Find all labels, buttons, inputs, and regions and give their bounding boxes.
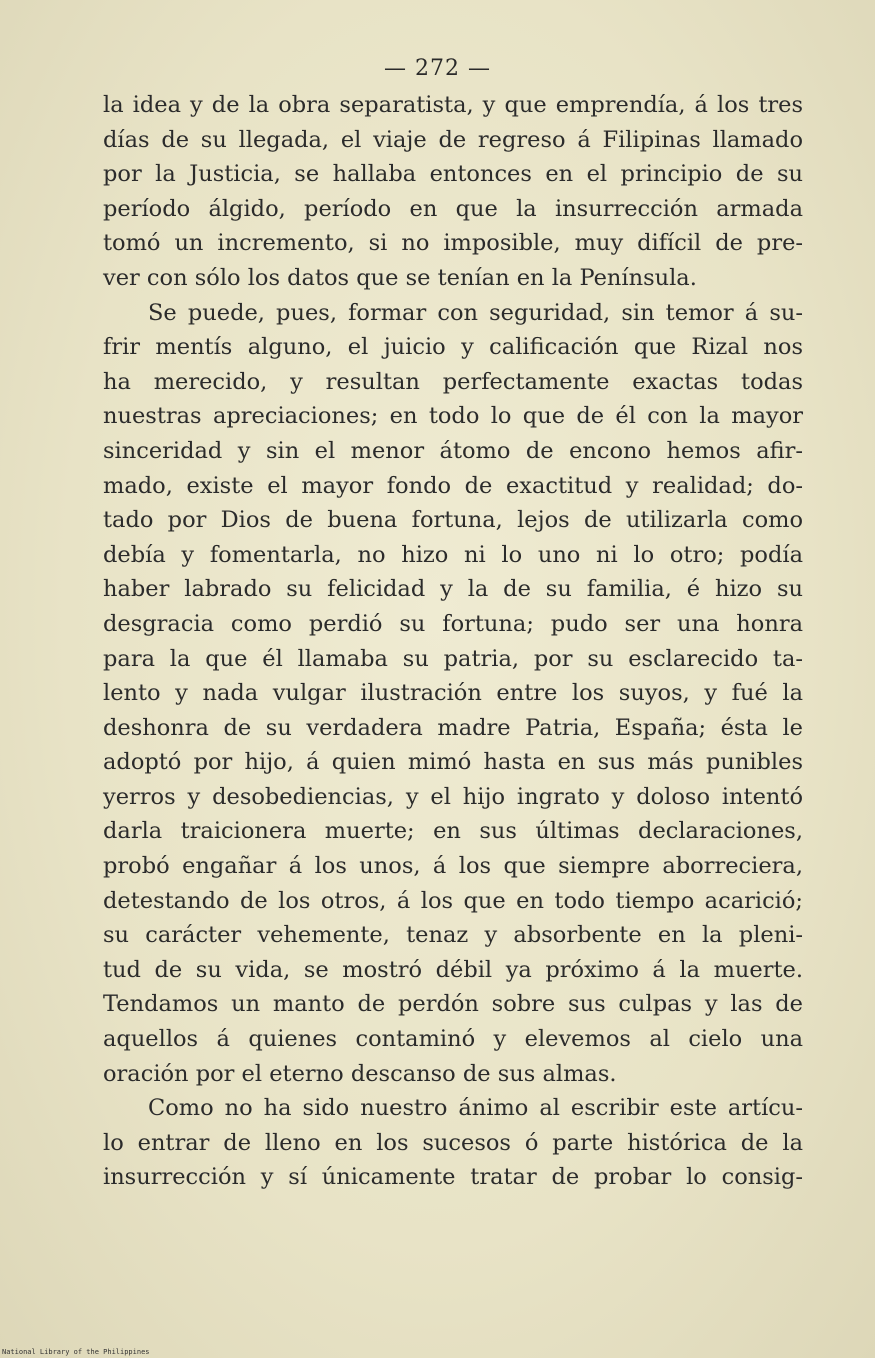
text-line: oración por el eterno descanso de sus almas.: [103, 1060, 617, 1087]
text-line: días de su llegada, el viaje de regreso á Filipinas llamado: [103, 126, 803, 153]
text-line: yerros y desobediencias, y el hijo ingrato y doloso intentó: [103, 783, 803, 810]
text-line: Tendamos un manto de perdón sobre sus culpas y las de: [103, 991, 803, 1018]
text-line: frir mentís alguno, el juicio y calificación que Rizal nos: [103, 334, 803, 361]
page-number: — 272 —: [384, 56, 491, 81]
text-line: su carácter vehemente, tenaz y absorbente en la pleni-: [103, 922, 803, 949]
text-line: mado, existe el mayor fondo de exactitud y realidad; do-: [103, 472, 803, 499]
text-line: lo entrar de lleno en los sucesos ó parte histórica de la: [103, 1129, 803, 1156]
text-line: darla traicionera muerte; en sus últimas declaraciones,: [103, 818, 803, 845]
text-line: tomó un incremento, si no imposible, muy difícil de pre-: [103, 230, 803, 257]
text-line: insurrección y sí únicamente tratar de probar lo consig-: [103, 1164, 803, 1191]
text-line: haber labrado su felicidad y la de su familia, é hizo su: [103, 576, 803, 603]
text-line: desgracia como perdió su fortuna; pudo ser una honra: [103, 610, 803, 637]
text-line: por la Justicia, se hallaba entonces en el principio de su: [103, 161, 803, 188]
text-line: debía y fomentarla, no hizo ni lo uno ni lo otro; podía: [103, 541, 803, 568]
text-line: nuestras apreciaciones; en todo lo que de él con la mayor: [103, 403, 803, 430]
text-line: detestando de los otros, á los que en todo tiempo acarició;: [103, 887, 803, 914]
library-footer: National Library of the Philippines: [2, 1348, 150, 1356]
body-text: [103, 88, 803, 1195]
text-line: la idea y de la obra separatista, y que emprendía, á los tres: [103, 92, 803, 118]
text-line: para la que él llamaba su patria, por su esclarecido ta-: [103, 645, 803, 672]
text-line: ha merecido, y resultan perfectamente exactas todas: [103, 368, 803, 395]
text-line: aquellos á quienes contaminó y elevemos al cielo una: [103, 1026, 803, 1053]
paragraph-start-line: Como no ha sido nuestro ánimo al escribir este artícu-: [148, 1095, 803, 1122]
text-line: tud de su vida, se mostró débil ya próximo á la muerte.: [103, 956, 803, 983]
text-line: sinceridad y sin el menor átomo de encono hemos afir-: [103, 437, 803, 464]
text-line: probó engañar á los unos, á los que siempre aborreciera,: [103, 853, 803, 880]
text-line: período álgido, período en que la insurrección armada: [103, 195, 803, 222]
text-line: deshonra de su verdadera madre Patria, España; ésta le: [103, 714, 803, 741]
text-line: adoptó por hijo, á quien mimó hasta en sus más punibles: [103, 749, 803, 776]
text-line: ver con sólo los datos que se tenían en la Península.: [103, 264, 697, 291]
paragraph-start-line: Se puede, pues, formar con seguridad, sin temor á su-: [148, 299, 803, 326]
text-line: lento y nada vulgar ilustración entre los suyos, y fué la: [103, 680, 803, 707]
text-line: tado por Dios de buena fortuna, lejos de utilizarla como: [103, 507, 803, 534]
